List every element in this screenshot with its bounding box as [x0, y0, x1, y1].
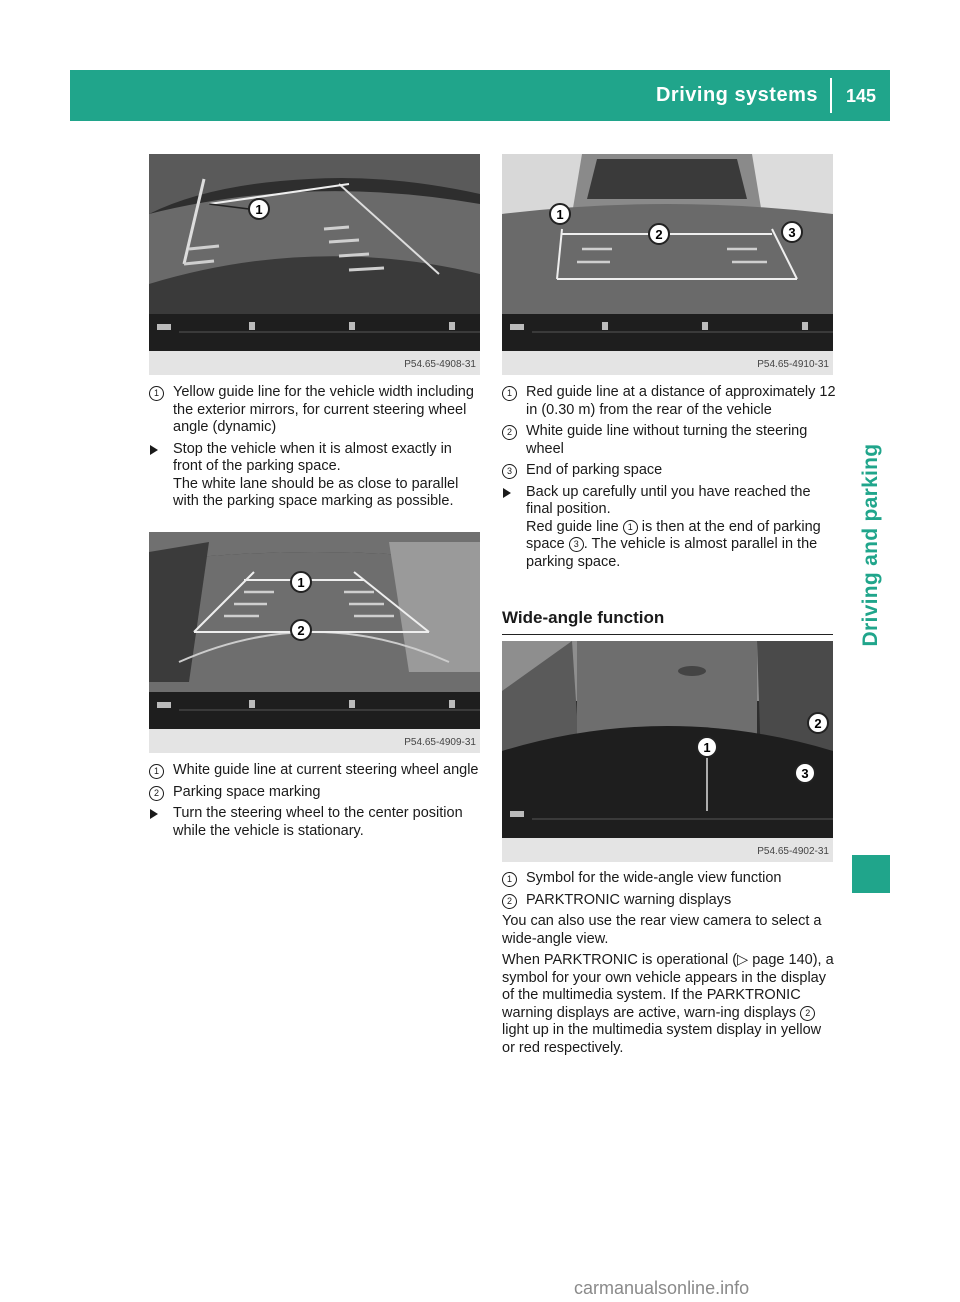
right-block-1 — [502, 384, 837, 575]
camera-view-3 — [502, 154, 833, 375]
para-text: When PARKTRONIC is operational ( — [502, 952, 738, 968]
instruction-step — [149, 441, 484, 511]
side-marker — [852, 855, 890, 893]
note-text: Red guide line — [526, 518, 623, 535]
step-text: Back up carefully until you have reached the final position. — [526, 483, 811, 517]
callout-marker: 3 — [569, 537, 584, 552]
callout-label: 1 — [297, 575, 305, 590]
callout-marker: 1 — [149, 386, 164, 401]
note-text: is then at the end of parking space — [526, 518, 821, 552]
legend-item — [502, 870, 837, 888]
heading-text: Wide-angle function — [502, 608, 665, 627]
callout-label: 3 — [801, 766, 809, 781]
legend-item — [149, 384, 484, 437]
side-tab — [852, 300, 890, 790]
callout-label: 1 — [556, 207, 564, 222]
legend-item — [502, 423, 837, 458]
callout-marker: 2 — [800, 1006, 815, 1021]
side-tab-label: Driving and parking — [859, 443, 882, 647]
step-arrow-icon — [503, 488, 511, 498]
legend-item — [149, 784, 484, 802]
legend-text: Symbol for the wide-angle view function — [526, 870, 782, 886]
callout-marker: 1 — [623, 520, 638, 535]
left-block-1 — [149, 384, 484, 515]
section-heading — [502, 608, 833, 635]
callout-label: 3 — [788, 225, 796, 240]
callout-label: 1 — [703, 740, 711, 755]
page-number: 145 — [845, 86, 876, 106]
note-text: . The vehicle is almost parallel in the parking space. — [526, 536, 818, 570]
callout-label: 1 — [255, 202, 263, 217]
left-block-2 — [149, 762, 484, 844]
legend-text: Red guide line at a distance of approximately 12 in (0.30 m) from the rear of the vehicle — [526, 384, 836, 418]
legend-item — [502, 384, 837, 419]
legend-text: Yellow guide line for the vehicle width including the exterior mirrors, for current steering wheel angle (dynamic) — [173, 384, 474, 435]
callout-marker: 2 — [502, 894, 517, 909]
legend-text: White guide line without turning the steering wheel — [526, 423, 808, 457]
step-text: Turn the steering wheel to the center position while the vehicle is stationary. — [173, 805, 463, 839]
camera-image-3 — [502, 154, 833, 375]
section-title: Driving systems — [655, 84, 818, 106]
instruction-step — [502, 484, 837, 572]
camera-view-4 — [502, 641, 833, 862]
legend-text: PARKTRONIC warning displays — [526, 891, 732, 908]
legend-item — [149, 762, 484, 780]
footer-watermark: carmanualsonline.info — [574, 1278, 750, 1298]
image-code: P54.65-4902-31 — [757, 846, 829, 857]
page-ref-icon: ▷ — [737, 952, 749, 968]
callout-marker: 1 — [502, 872, 517, 887]
camera-image-1 — [149, 154, 480, 375]
step-note — [526, 519, 837, 572]
header-divider — [830, 78, 832, 113]
callout-marker: 2 — [149, 786, 164, 801]
camera-image-4 — [502, 641, 833, 862]
right-block-2 — [502, 870, 837, 1061]
legend-item — [502, 892, 837, 910]
instruction-step — [149, 805, 484, 840]
callout-label: 2 — [655, 227, 663, 242]
callout-marker: 1 — [502, 386, 517, 401]
page-header — [70, 70, 890, 121]
camera-image-2 — [149, 532, 480, 753]
legend-text: End of parking space — [526, 462, 663, 478]
para-text: light up in the multimedia system display in yellow or red respectively. — [502, 1022, 822, 1056]
camera-view-1 — [149, 154, 480, 375]
body-paragraph: You can also use the rear view camera to select a wide-angle view. — [502, 913, 822, 947]
image-code: P54.65-4909-31 — [404, 737, 476, 748]
camera-view-2 — [149, 532, 480, 753]
step-arrow-icon — [150, 445, 158, 455]
callout-marker: 2 — [502, 425, 517, 440]
para-text: page 140), a symbol for your own vehicle appears in the display of the multimedia system. If the PARKTRONIC warning displays are active, warn-ing displays — [502, 952, 834, 1021]
legend-text: Parking space marking — [173, 783, 321, 800]
step-arrow-icon — [150, 809, 158, 819]
step-text: Stop the vehicle when it is almost exactly in front of the parking space. — [173, 440, 452, 474]
callout-marker: 1 — [149, 764, 164, 779]
callout-label: 2 — [814, 716, 822, 731]
body-paragraph — [502, 952, 837, 1057]
legend-text: White guide line at current steering wheel angle — [173, 762, 479, 778]
callout-marker: 3 — [502, 464, 517, 479]
legend-item — [502, 462, 837, 480]
callout-label: 2 — [297, 623, 305, 638]
image-code: P54.65-4910-31 — [757, 359, 829, 370]
step-note: The white lane should be as close to parallel with the parking space marking as possible. — [173, 475, 459, 509]
image-code: P54.65-4908-31 — [404, 359, 476, 370]
